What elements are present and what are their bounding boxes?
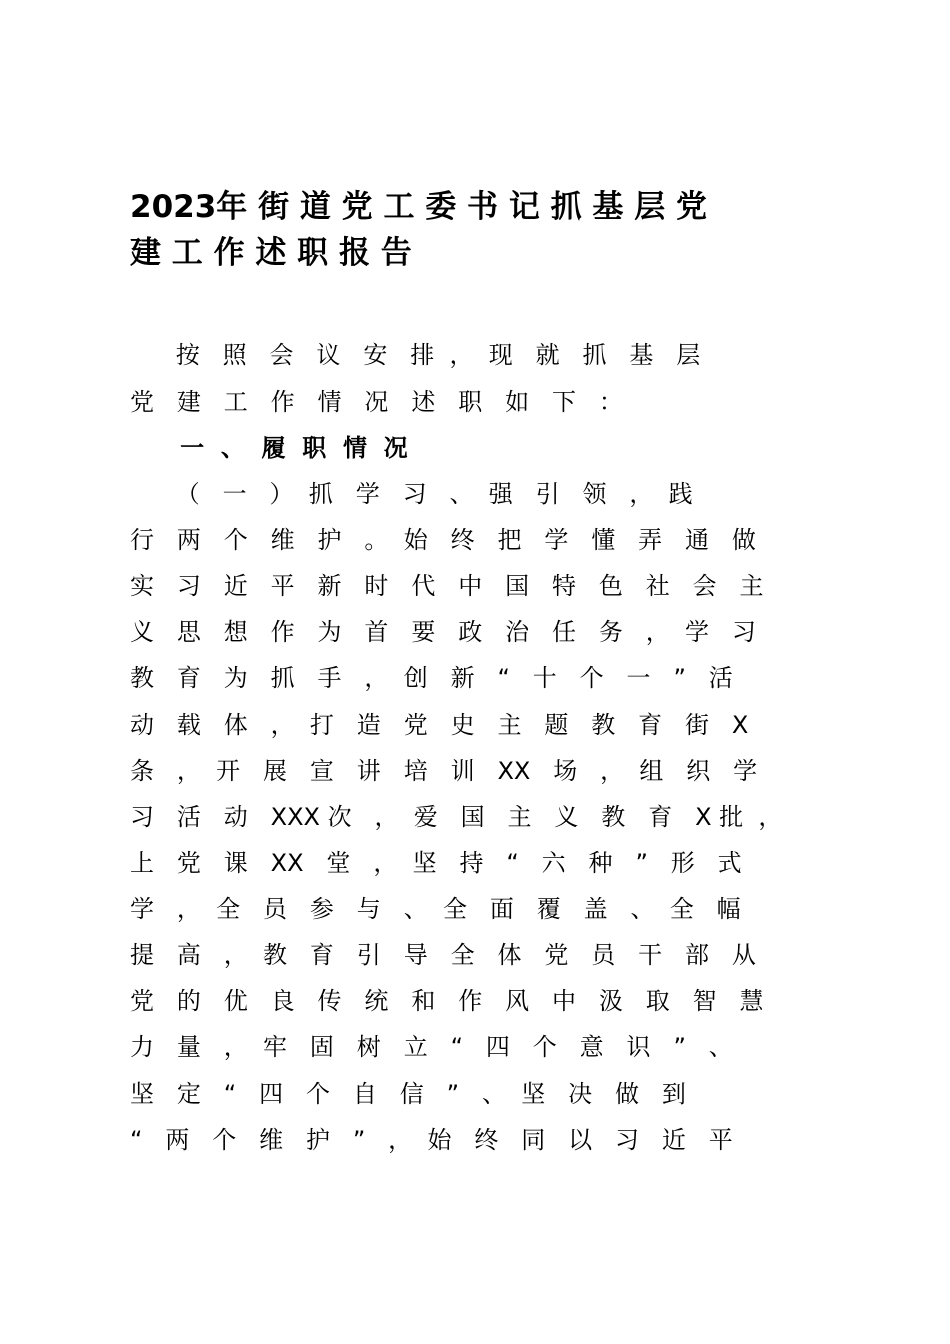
section-heading: 一 、 履 职 情 况	[130, 434, 408, 462]
body-line: 教 育 为 抓 手 ， 创 新 “ 十 个 一 ” 活	[130, 664, 733, 692]
body-line: 坚 定 “ 四 个 自 信 ” 、 坚 决 做 到	[130, 1080, 686, 1108]
body-line: 义 思 想 作 为 首 要 政 治 任 务 ， 学 习	[130, 618, 756, 646]
body-line: 条 ， 开 展 宣 讲 培 训 XX 场 ， 组 织 学	[130, 757, 758, 785]
document-title-line-2: 建 工 作 述 职 报 告	[130, 235, 412, 271]
body-line: 动 载 体 ， 打 造 党 史 主 题 教 育 街 X	[130, 711, 749, 739]
body-line: “ 两 个 维 护 ” ， 始 终 同 以 习 近 平	[130, 1126, 733, 1154]
body-line: 行 两 个 维 护 。 始 终 把 学 懂 弄 通 做	[130, 526, 756, 554]
body-line: 习 活 动 XXX 次 ， 爱 国 主 义 教 育 X 批 ，	[130, 803, 783, 831]
body-line: 党 的 优 良 传 统 和 作 风 中 汲 取 智 慧	[130, 987, 764, 1015]
body-line: 实 习 近 平 新 时 代 中 国 特 色 社 会 主	[130, 572, 764, 600]
body-line: 力 量 ， 牢 固 树 立 “ 四 个 意 识 ” 、	[130, 1033, 733, 1061]
body-line: 提 高 ， 教 育 引 导 全 体 党 员 干 部 从	[130, 941, 756, 969]
body-line: 上 党 课 XX 堂 ， 坚 持 “ 六 种 ” 形 式	[130, 849, 742, 877]
body-line: 按 照 会 议 安 排 ， 现 就 抓 基 层	[130, 341, 701, 369]
document-title-line-1: 2023年 街 道 党 工 委 书 记 抓 基 层 党	[130, 189, 707, 225]
body-line: （ 一 ） 抓 学 习 、 强 引 领 ， 践	[130, 480, 693, 508]
body-line: 学 ， 全 员 参 与 、 全 面 覆 盖 、 全 幅	[130, 895, 741, 923]
body-line: 党 建 工 作 情 况 述 职 如 下 ：	[130, 388, 623, 416]
